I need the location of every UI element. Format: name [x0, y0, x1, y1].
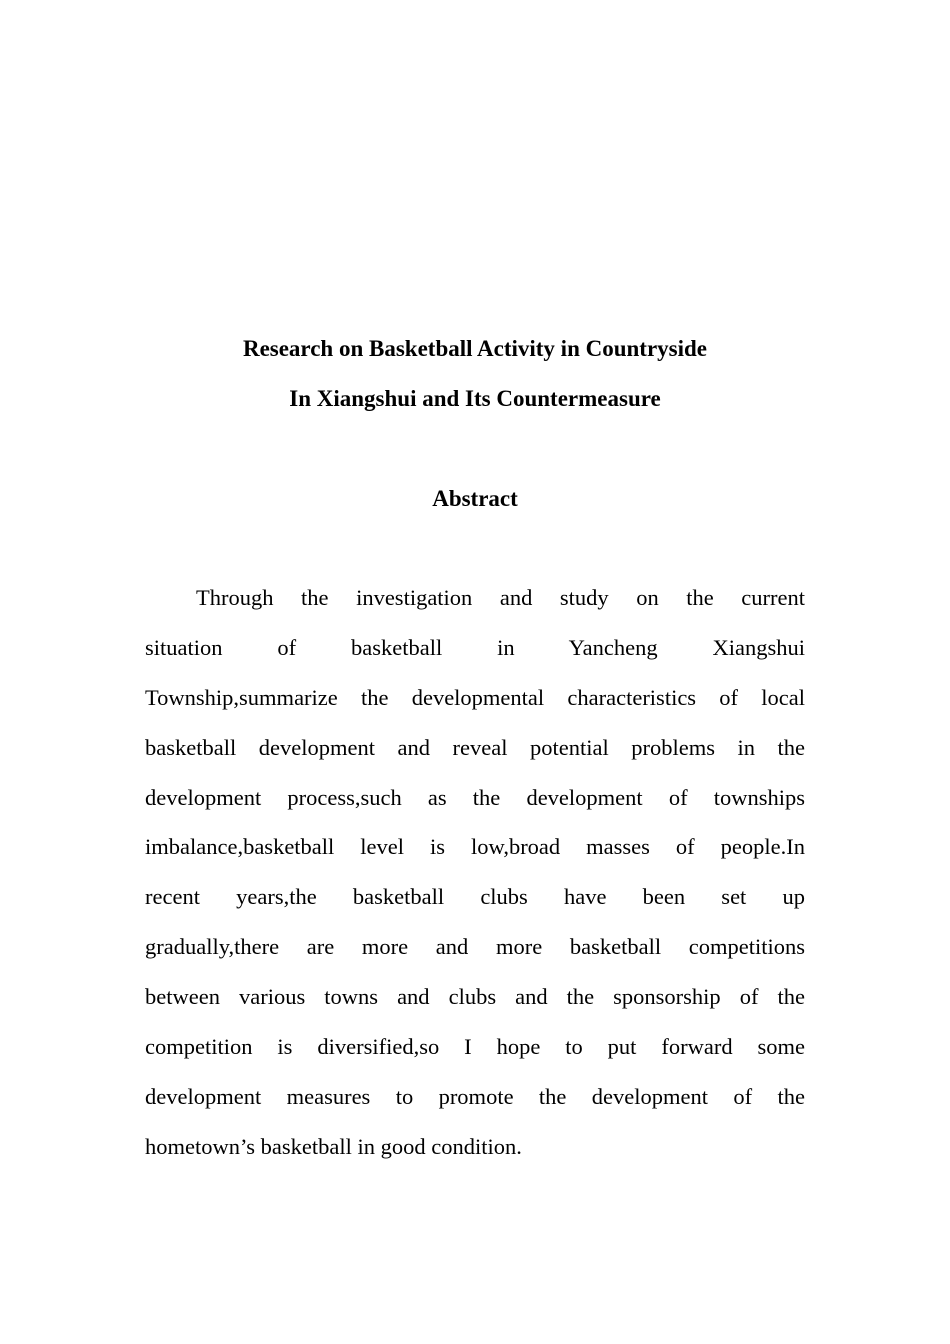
abstract-line: gradually,there are more and more basketball competitions — [145, 934, 805, 960]
abstract-body — [145, 578, 805, 1177]
abstract-line: development process,such as the development of townships — [145, 784, 805, 810]
abstract-line: basketball development and reveal potential problems in the — [145, 734, 805, 760]
title-line-1: Research on Basketball Activity in Countryside — [242, 336, 708, 361]
abstract-line: imbalance,basketball level is low,broad masses of people.In — [145, 834, 805, 860]
abstract-line: between various towns and clubs and the sponsorship of the — [145, 984, 805, 1010]
abstract-line: competition is diversified,so I hope to put forward some — [145, 1034, 805, 1060]
abstract-heading: Abstract — [432, 486, 518, 511]
abstract-line: recent years,the basketball clubs have been set up — [145, 884, 805, 910]
abstract-line: hometown’s basketball in good condition. — [145, 1133, 522, 1159]
title-line-2: In Xiangshui and Its Countermeasure — [289, 386, 661, 411]
abstract-line: Through the investigation and study on the current — [196, 585, 805, 610]
abstract-line: development measures to promote the development of the — [145, 1083, 805, 1109]
abstract-line: situation of basketball in Yancheng Xiangshui — [145, 634, 805, 660]
abstract-line: Township,summarize the developmental characteristics of local — [145, 684, 805, 710]
